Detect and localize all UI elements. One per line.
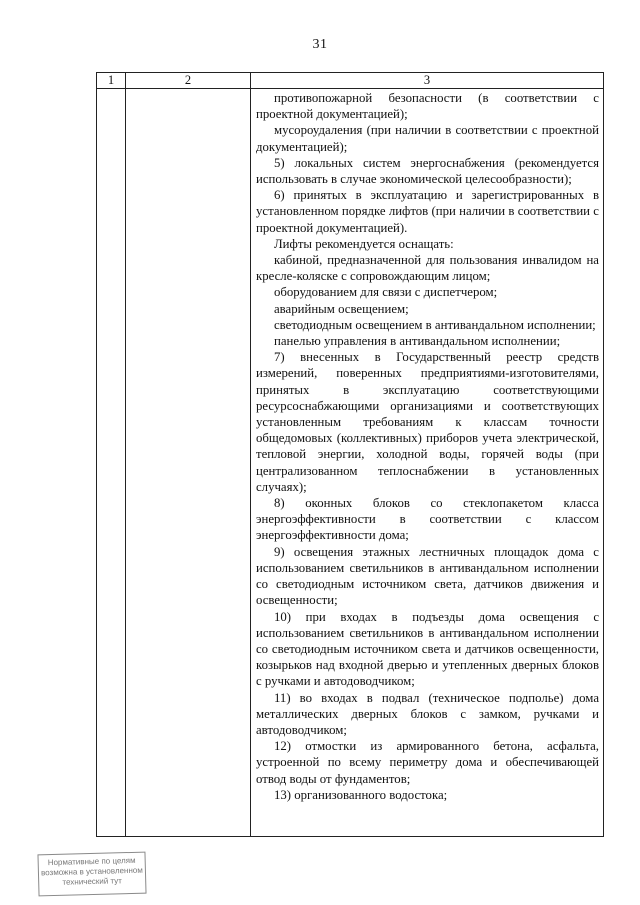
header-col-2: 2 — [126, 73, 251, 89]
body-col-1 — [97, 89, 126, 837]
paragraph: 8) оконных блоков со стеклопакетом класса энергоэффективности в соответствии с классом энергоэффективности дома; — [256, 496, 599, 543]
paragraph: 5) локальных систем энергоснабжения (рекомендуется использовать в случае экономической целесообразности); — [256, 155, 599, 187]
paragraph: Лифты рекомендуется оснащать: — [274, 236, 454, 251]
paragraph: 6) принятых в эксплуатацию и зарегистрированных в установленном порядке лифтов (при наличии в соответствии с проектной документацией). — [256, 188, 599, 235]
paragraph: оборудованием для связи с диспетчером; — [274, 285, 498, 300]
paragraph: кабиной, предназначенной для пользования инвалидом на кресле-коляске с сопровождающим лицом; — [256, 253, 599, 284]
paragraph: 12) отмостки из армированного бетона, асфальта, устроенной по всему периметру дома и обеспечивающей отвод воды от фундаментов; — [256, 739, 599, 786]
page-number: 31 — [312, 37, 328, 52]
header-col-3: 3 — [251, 73, 604, 89]
document-table — [96, 72, 604, 837]
paragraph: 13) организованного водостока; — [274, 787, 448, 802]
body-col-2 — [126, 89, 251, 837]
stamp-line: возможна в установленном — [40, 865, 143, 878]
paragraph: светодиодным освещением в антивандальном исполнении; — [274, 317, 596, 332]
paragraph: 10) при входах в подъезды дома освещения с использованием светильников в антивандальном исполнении со светодиодным источником света и датчиков освещенности, козырьков над входной дверью и утепленных дверных блоков с ручками и автодоводчиком; — [256, 609, 599, 689]
paragraph: панелью управления в антивандальном исполнении; — [274, 334, 561, 349]
paragraph: мусороудаления (при наличии в соответствии с проектной документацией); — [256, 123, 599, 154]
body-col-3 — [251, 89, 604, 837]
paragraph: противопожарной безопасности (в соответствии с проектной документацией); — [256, 91, 599, 122]
table-body-row — [97, 89, 604, 837]
registry-stamp — [37, 852, 146, 897]
paragraph: 9) освещения этажных лестничных площадок дома с использованием светильников в антивандальном исполнении со светодиодным источником света, датчиков движения и освещенности; — [256, 544, 599, 608]
paragraph: аварийным освещением; — [274, 301, 409, 316]
table-header-row — [97, 73, 604, 89]
paragraph: 7) внесенных в Государственный реестр средств измерений, поверенных предприятиями-изготовителями, принятых в эксплуатацию соответствующими ресурсоснабжающими организациями и соответствующих установленным требованиям к классам точности общедомовых (коллективных) приборов учета электрической, тепловой энергии, холодной воды, горячей воды (при централизованном теплоснабжении в установленных случаях); — [256, 350, 599, 494]
header-col-1: 1 — [97, 73, 126, 89]
paragraph: 11) во входах в подвал (техническое подполье) дома металлических дверных блоков с замком, ручками и автодоводчиком; — [256, 690, 599, 737]
stamp-line: технический тут — [62, 876, 123, 887]
stamp-line: Нормативные по целям — [47, 855, 136, 868]
